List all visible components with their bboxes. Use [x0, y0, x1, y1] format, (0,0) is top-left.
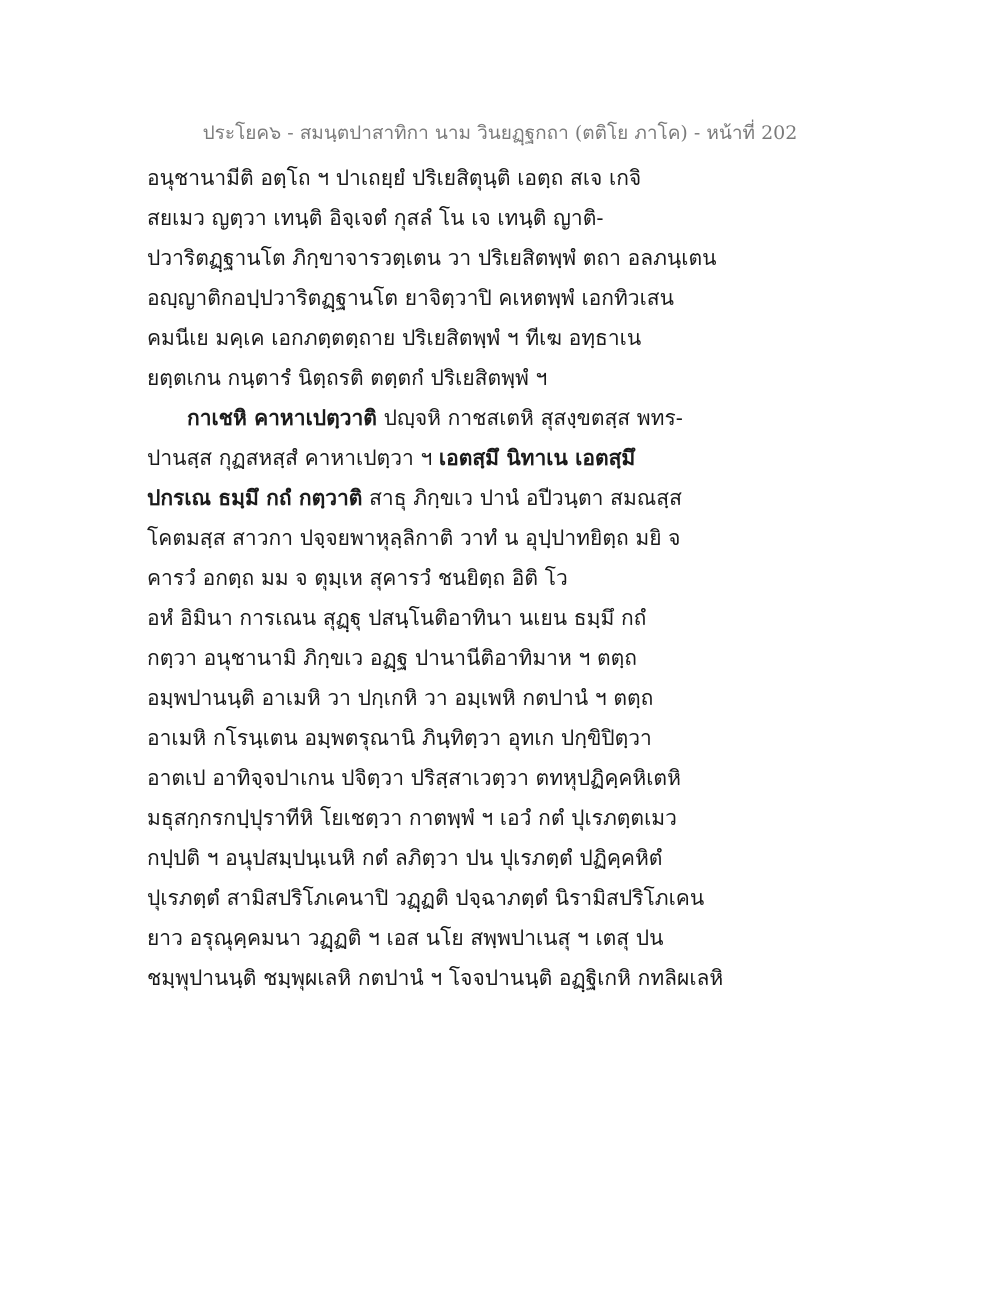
text-line-1: อนุชานามีติ อตฺโถ ฯ ปาเถยฺยํ ปริเยสิตุนฺติ เอตฺถ สเจ เกจิ — [147, 166, 642, 190]
text-line-14: อมฺพปานนฺติ อาเมหิ วา ปกฺเกหิ วา อมฺเพหิ กตปานํ ฯ ตตฺถ — [147, 686, 654, 710]
body-text — [147, 158, 847, 998]
text-line-15: อาเมหิ กโรนฺเตน อมฺพตรุณานิ ภินฺทิตฺวา อุทเก ปกฺขิปิตฺวา — [147, 726, 652, 750]
text-line-12: อหํ อิมินา การเณน สุฏฺฐุ ปสนฺโนติอาทินา นเยน ธมฺมึ กถํ — [147, 606, 647, 630]
text-line-4: อญฺญาติกอปฺปวาริตฏฺฐานโต ยาจิตฺวาปิ คเหตพฺพํ เอกทิวเสน — [147, 286, 674, 310]
text-segment: ปญฺจหิ กาชสเตหิ สุสงฺขตสฺส พทร- — [376, 406, 683, 430]
bold-term: เอตสฺมึ นิทาเน เอตสฺมึ — [438, 445, 636, 470]
page-header — [0, 118, 1000, 148]
text-line-10: โคตมสฺส สาวกา ปจฺจยพาหุลฺลิกาติ วาทํ น อุปฺปาทยิตฺถ มยิ จ — [147, 526, 681, 550]
text-line-18: กปฺปติ ฯ อนุปสมฺปนฺเนหิ กตํ ลภิตฺวา ปน ปุเรภตฺตํ ปฏิคฺคหิตํ — [147, 846, 663, 870]
text-line-11: คารวํ อกตฺถ มม จ ตุมฺเห สุคารวํ ชนยิตฺถ อิติ โว — [147, 566, 568, 590]
text-line-21: ชมฺพุปานนฺติ ชมฺพุผเลหิ กตปานํ ฯ โจจปานนฺติ อฏฺฐิเกหิ กทลิผเลหิ — [147, 966, 724, 990]
text-line-7 — [147, 398, 847, 438]
text-line-19: ปุเรภตฺตํ สามิสปริโภเคนาปิ วฏฺฏติ ปจฺฉาภตฺตํ นิรามิสปริโภเคน — [147, 886, 705, 910]
text-line-16: อาตเป อาทิจฺจปาเกน ปจิตฺวา ปริสฺสาเวตฺวา ตทหุปฏิคฺคหิเตหิ — [147, 766, 681, 790]
text-line-13: กตฺวา อนุชานามิ ภิกฺขเว อฏฺฐ ปานานีติอาทิมาห ฯ ตตฺถ — [147, 646, 637, 670]
bold-term: กาเชหิ คาหาเปตฺวาติ — [187, 405, 377, 430]
text-line-9 — [147, 478, 847, 518]
text-line-6: ยตฺตเกน กนฺตารํ นิตฺถรติ ตตฺตกํ ปริเยสิตพฺพํ ฯ — [147, 366, 548, 390]
text-line-20: ยาว อรุณุคฺคมนา วฏฺฏติ ฯ เอส นโย สพฺพปาเนสุ ฯ เตสุ ปน — [147, 926, 664, 950]
bold-term: ปกรเณ ธมฺมึ กถํ กตฺวาติ — [147, 485, 363, 510]
text-line-5: คมนีเย มคฺเค เอกภตฺตตฺถาย ปริเยสิตพฺพํ ฯ ทีเฆ อทฺธาเน — [147, 326, 642, 350]
text-line-3: ปวาริตฏฺฐานโต ภิกฺขาจารวตฺเตน วา ปริเยสิตพฺพํ ตถา อลภนฺเตน — [147, 246, 717, 270]
text-segment: ปานสฺส กุฏสหสฺสํ คาหาเปตฺวา ฯ — [147, 446, 439, 470]
page-header-text: ประโยค๖ - สมนฺตปาสาทิกา นาม วินยฏฺฐกถา (ตติโย ภาโค) - หน้าที่ 202 — [202, 122, 798, 144]
text-line-2: สยเมว ญตฺวา เทนฺติ อิจฺเจตํ กุสลํ โน เจ เทนฺติ ญาติ- — [147, 206, 604, 230]
text-segment: สาธุ ภิกฺขเว ปานํ อปีวนฺตา สมณสฺส — [362, 486, 682, 510]
text-line-17: มธุสกฺกรกปฺปุราทีหิ โยเชตฺวา กาตพฺพํ ฯ เอวํ กตํ ปุเรภตฺตเมว — [147, 806, 677, 830]
text-line-8 — [147, 438, 847, 478]
